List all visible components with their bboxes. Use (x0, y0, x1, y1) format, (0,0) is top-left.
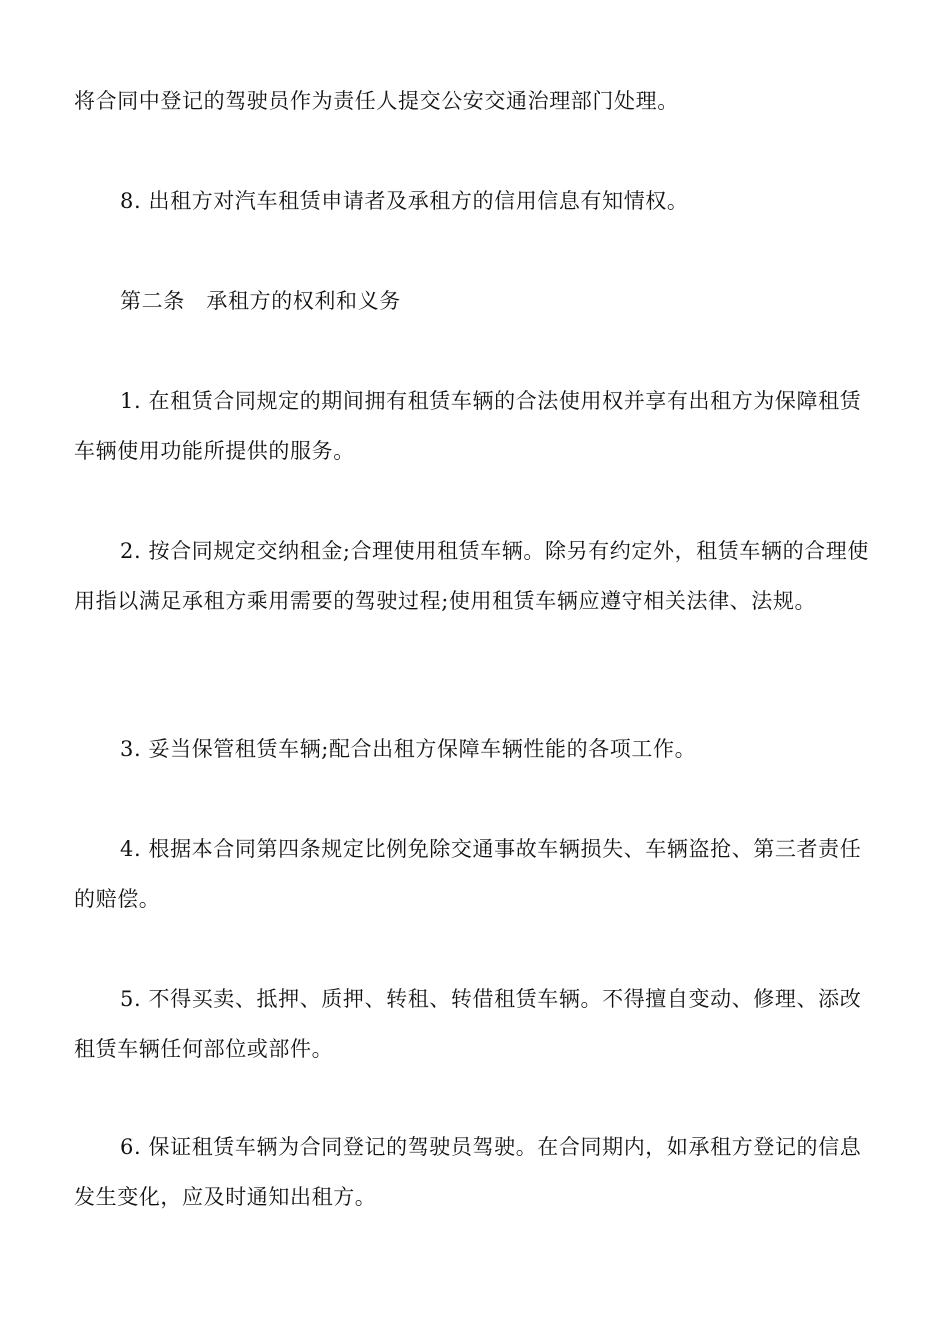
section-heading-article-2: 第二条 承租方的权利和义务 (120, 289, 401, 313)
paragraph-item-8: 8. 出租方对汽车租赁申请者及承租方的信用信息有知情权。 (120, 189, 689, 213)
paragraph-continuation: 将合同中登记的驾驶员作为责任人提交公安交通治理部门处理。 (74, 89, 679, 113)
paragraph-item-3: 3. 妥当保管租赁车辆;配合出租方保障车辆性能的各项工作。 (120, 737, 697, 761)
paragraph-item-5: 5. 不得买卖、抵押、质押、转租、转借租赁车辆。不得擅自变动、修理、添改租赁车辆任何部位或部件。 (74, 987, 862, 1061)
paragraph-item-4: 4. 根据本合同第四条规定比例免除交通事故车辆损失、车辆盗抢、第三者责任的赔偿。 (74, 837, 862, 911)
paragraph-item-6: 6. 保证租赁车辆为合同登记的驾驶员驾驶。在合同期内，如承租方登记的信息发生变化，应及时通知出租方。 (74, 1135, 862, 1209)
paragraph-item-2: 2. 按合同规定交纳租金;合理使用租赁车辆。除另有约定外，租赁车辆的合理使用指以满足承租方乘用需要的驾驶过程;使用租赁车辆应遵守相关法律、法规。 (74, 539, 869, 613)
paragraph-item-1: 1. 在租赁合同规定的期间拥有租赁车辆的合法使用权并享有出租方为保障租赁车辆使用功能所提供的服务。 (74, 389, 862, 463)
